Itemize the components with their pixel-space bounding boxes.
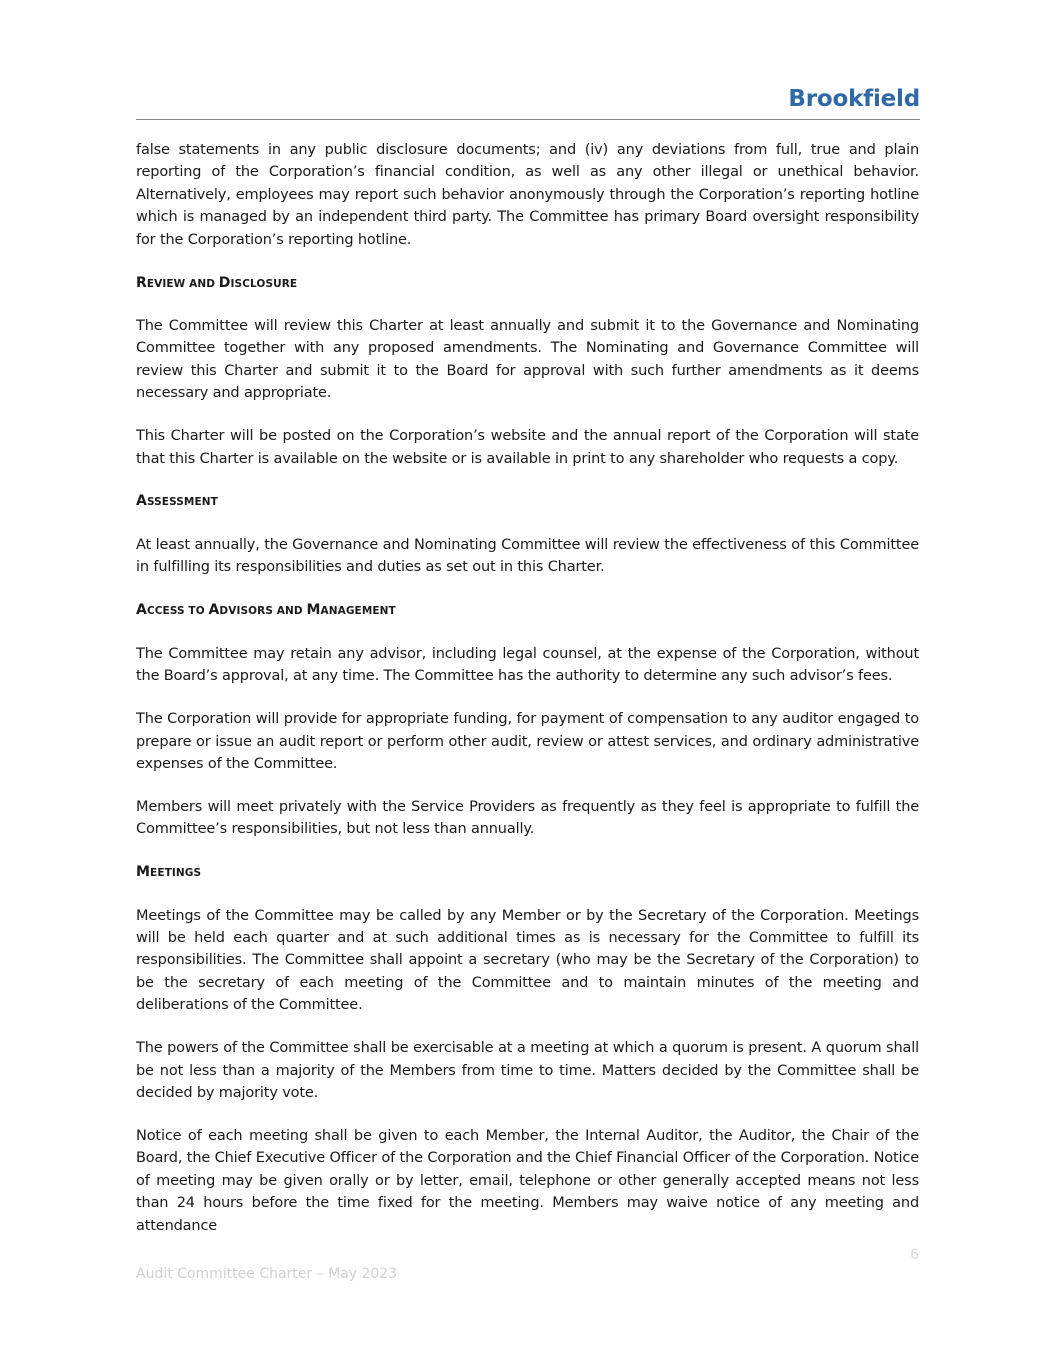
paragraph: The Committee will review this Charter at least annually and submit it to the Governance and Nominating Committee together with any proposed amendments. The Nominating and Governance Committee will review this Charter and submit it to the Board for approval with such further amendments as it deems necessary and appropriate. [136, 318, 919, 402]
paragraph: Meetings of the Committee may be called by any Member or by the Secretary of the Corporation. Meetings will be held each quarter and at such additional times as is necessary for the Committee to fulfill its responsibilities. The Committee shall appoint a secretary (who may be the Secretary of the Corporation) to be the secretary of each meeting of the Committee and to maintain minutes of the meeting and deliberations of the Committee. [136, 907, 919, 1014]
paragraph: Members will meet privately with the Service Providers as frequently as they feel is appropriate to fulfill the Committee’s responsibilities, but not less than annually. [136, 798, 919, 838]
footer-document-title: Audit Committee Charter – May 2023 [136, 1266, 398, 1282]
paragraph: The Committee may retain any advisor, including legal counsel, at the expense of the Corporation, without the Board’s approval, at any time. The Committee has the authority to determine any such advisor’s fees. [136, 645, 919, 685]
document-body [136, 139, 919, 1257]
paragraph: At least annually, the Governance and Nominating Committee will review the effectiveness of this Committee in fulfilling its responsibilities and duties as set out in this Charter. [136, 536, 919, 576]
paragraph: false statements in any public disclosure documents; and (iv) any deviations from full, true and plain reporting of the Corporation’s financial condition, as well as any other illegal or unethical behavior. Alternatively, employees may report such behavior anonymously through the Corporation’s reporting hotline which is managed by an independent third party. The Committee has primary Board oversight responsibility for the Corporation’s reporting hotline. [136, 142, 919, 248]
section-heading-review-and-disclosure: REVIEW AND DISCLOSURE [136, 274, 298, 291]
page-header [136, 86, 920, 120]
paragraph: The Corporation will provide for appropriate funding, for payment of compensation to any auditor engaged to prepare or issue an audit report or perform other audit, review or attest services, and ordinary administrative expenses of the Committee. [136, 711, 919, 772]
paragraph: This Charter will be posted on the Corporation’s website and the annual report of the Corporation will state that this Charter is available on the website or is available in print to any shareholder who requests a copy. [136, 428, 919, 467]
paragraph: The powers of the Committee shall be exercisable at a meeting at which a quorum is present. A quorum shall be not less than a majority of the Members from time to time. Matters decided by the Committee shall be decided by majority vote. [136, 1040, 919, 1101]
brand-logo: Brookfield [788, 86, 920, 112]
section-heading-meetings: MEETINGS [136, 864, 202, 881]
section-heading-assessment: ASSESSMENT [136, 493, 218, 510]
page-number: 6 [910, 1247, 919, 1263]
paragraph: Notice of each meeting shall be given to each Member, the Internal Auditor, the Auditor, the Chair of the Board, the Chief Executive Officer of the Corporation and the Chief Financial Officer of the Corporation. Notice of meeting may be given orally or by letter, email, telephone or other generally accepted means not less than 24 hours before the time fixed for the meeting. Members may waive notice of any meeting and attendance [136, 1127, 919, 1234]
section-heading-access-to-advisors: ACCESS TO ADVISORS AND MANAGEMENT [136, 602, 396, 619]
